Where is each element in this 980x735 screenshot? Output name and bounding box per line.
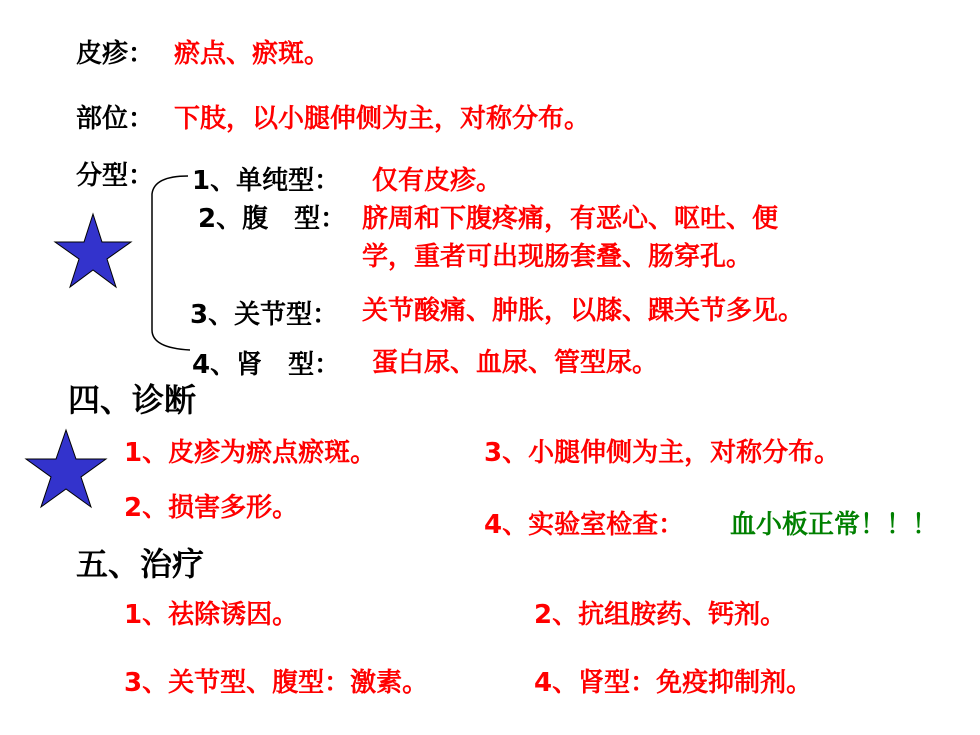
treatment-item-3: 3、关节型、腹型：激素。 bbox=[124, 668, 429, 698]
rash-value: 瘀点、瘀斑。 bbox=[174, 39, 331, 69]
star-icon bbox=[24, 428, 108, 510]
type-2-label: 2、腹 型： bbox=[198, 204, 347, 234]
diagnosis-item-1: 1、皮疹为瘀点瘀斑。 bbox=[124, 438, 377, 468]
site-value: 下肢，以小腿伸侧为主，对称分布。 bbox=[174, 104, 591, 134]
type-3-desc: 关节酸痛、肿胀，以膝、踝关节多见。 bbox=[362, 296, 805, 326]
treatment-item-4: 4、肾型：免疫抑制剂。 bbox=[534, 668, 813, 698]
types-label: 分型： bbox=[76, 161, 155, 191]
types-bracket bbox=[140, 170, 200, 370]
diagnosis-item-3: 3、小腿伸侧为主，对称分布。 bbox=[484, 438, 841, 468]
type-1-desc: 仅有皮疹。 bbox=[372, 166, 503, 196]
star-icon bbox=[53, 212, 133, 290]
treatment-item-2: 2、抗组胺药、钙剂。 bbox=[534, 600, 787, 630]
type-4-desc: 蛋白尿、血尿、管型尿。 bbox=[372, 348, 659, 378]
diagnosis-lab-result: 血小板正常！！！ bbox=[730, 510, 939, 540]
diagnosis-item-2: 2、损害多形。 bbox=[124, 493, 299, 523]
type-4-label: 4、肾 型： bbox=[192, 350, 341, 380]
type-2-desc-line2: 学，重者可出现肠套叠、肠穿孔。 bbox=[362, 242, 753, 272]
treatment-heading: 五、治疗 bbox=[76, 545, 205, 583]
treatment-item-1: 1、祛除诱因。 bbox=[124, 600, 299, 630]
diagnosis-heading: 四、诊断 bbox=[68, 381, 197, 419]
diagnosis-item-4: 4、实验室检查： bbox=[484, 510, 685, 540]
type-3-label: 3、关节型： bbox=[190, 300, 339, 330]
type-2-desc: 脐周和下腹疼痛，有恶心、呕吐、便 bbox=[362, 204, 779, 234]
site-label: 部位： bbox=[76, 104, 155, 134]
rash-label: 皮疹： bbox=[76, 39, 155, 69]
type-1-label: 1、单纯型： bbox=[192, 166, 341, 196]
